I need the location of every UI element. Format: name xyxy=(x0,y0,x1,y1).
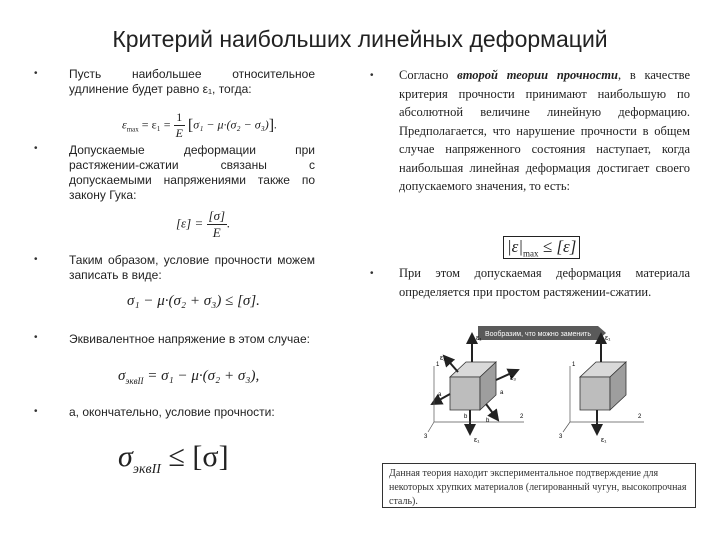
left-item-3: Таким образом, условие прочности можем записать в виде: xyxy=(69,253,315,282)
right-cube xyxy=(559,334,644,444)
left-item-4: Эквивалентное напряжение в этом случае: xyxy=(69,332,310,346)
label-eps1-top-right: ε₁ xyxy=(605,335,611,342)
bullet: • xyxy=(370,268,374,279)
formula-epsilon-max: $\varepsilon_{max} = \varepsilon_1$ = $\frac{1}{E}$ [σ₁ − μ·(σ₂ − σ₃)]. xyxy=(122,110,278,140)
formula-equivalent-stress: $\sigma_{эквII} = \sigma_1 - \mu\cdot(\sigma_2 + \sigma_3)$, xyxy=(118,368,260,386)
right-item-1: Согласно второй теории прочности, в качестве критерия прочности принимают наибольшую по абсолютной величине линейную деформацию. Предполагается, что нарушение прочности в общем случае напряженного состояния наступает, когда наибольшая линейная деформация достигает своего допускаемого значения, то есть: xyxy=(399,68,690,193)
axis-2-right: 2 xyxy=(638,414,642,420)
left-cube xyxy=(424,334,524,444)
left-item-2: Допускаемые деформации при растяжении-сжатии связаны с допускаемыми напряжениями также по закону Гука: xyxy=(69,143,315,202)
page-title: Критерий наибольших линейных деформаций xyxy=(112,26,608,52)
left-item-1: Пусть наибольшее относительное удлинение будет равно ε₁, тогда: xyxy=(69,67,315,96)
formula-allowable-strain: [ε] = $\frac{[\sigma]}{E}$ . xyxy=(176,208,231,240)
stress-cube-figure xyxy=(420,322,650,446)
formula-final-condition: $\sigma_{эквII} \le [\sigma]$ xyxy=(118,440,229,477)
bullet: • xyxy=(34,68,38,79)
bullet: • xyxy=(34,254,38,265)
axis-3-right: 3 xyxy=(559,434,563,440)
bullet: • xyxy=(370,70,374,81)
label-b: b xyxy=(464,414,468,420)
label-eps1-bottom: ε₁ xyxy=(474,437,480,444)
left-item-5: а, окончательно, условие прочности: xyxy=(69,405,275,419)
label-eps3: ε₃ xyxy=(510,375,516,382)
bullet: • xyxy=(34,406,38,417)
label-eps1-bottom-right: ε₁ xyxy=(601,437,607,444)
theory-name: второй теории прочности xyxy=(457,68,618,82)
axis-1-right: 1 xyxy=(572,362,576,368)
label-a: a xyxy=(438,392,442,398)
label-eps1-top: ε₁ xyxy=(476,335,482,342)
experimental-note: Данная теория находит экспериментальное подтверждение для некоторых хрупких материалов (легированный чугун, высокопрочная сталь). xyxy=(382,463,696,508)
axis-1: 1 xyxy=(436,362,440,368)
banner-text: Вообразим, что можно заменить xyxy=(484,331,592,338)
label-a2: a xyxy=(500,390,504,396)
label-b2: b xyxy=(486,418,490,424)
right-item-2: При этом допускаемая деформация материала определяется при простом растяжении-сжатии. xyxy=(399,266,690,299)
axis-3: 3 xyxy=(424,434,428,440)
bullet: • xyxy=(34,143,38,154)
formula-strength-condition: σ₁ − μ·(σ₂ + σ₃) ≤ [σ]. xyxy=(127,293,260,309)
label-eps2: ε₂ xyxy=(440,355,446,362)
bullet: • xyxy=(34,332,38,343)
formula-max-strain: $|\varepsilon|_{max} \le [\varepsilon]$ xyxy=(503,236,580,259)
axis-2: 2 xyxy=(520,414,524,420)
